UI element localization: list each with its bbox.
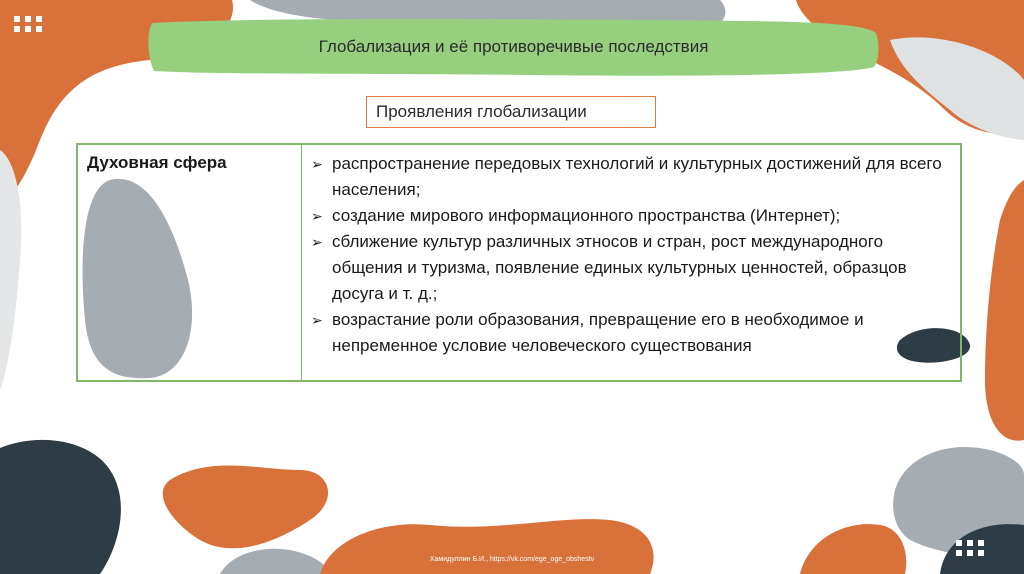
subtitle-box [366,96,656,128]
list-item: ➢ распространение передовых технологий и культурных достижений для всего населения; [308,151,948,203]
orange-blob-bottom [320,519,654,574]
sphere-label: Духовная сфера [87,153,227,172]
arrow-bullet-icon: ➢ [311,312,323,328]
title-banner [146,15,881,79]
bullet-list [308,151,948,359]
orange-blob-right [985,180,1024,441]
subtitle-text: Проявления глобализации [376,102,587,121]
dot-grid-icon [14,16,42,32]
orange-blob-bottom-right [800,524,906,574]
table-cell-sphere [78,145,302,380]
dot-grid-icon [956,540,984,556]
dark-blob-bottom-left [0,440,121,574]
arrow-bullet-icon: ➢ [311,156,323,172]
list-item: ➢ создание мирового информационного пространства (Интернет); [308,203,948,229]
lightgray-blob-left [0,150,21,390]
list-item: ➢ возрастание роли образования, превращение его в необходимое и непременное условие человеческого существования [308,307,948,359]
footer-credit: Хамидуллин Б.И., https://vk.com/ege_oge_obshestv [429,556,595,563]
list-item: ➢ сближение культур различных этносов и стран, рост международного общения и туризма, появление единых культурных ценностей, образцов досуга и т. д.; [308,229,948,307]
table-cell-items [302,145,960,380]
orange-blob-bottom-left [163,466,328,549]
arrow-bullet-icon: ➢ [311,234,323,250]
arrow-bullet-icon: ➢ [311,208,323,224]
slide-title: Глобализация и её противоречивые последствия [318,37,709,56]
manifestations-table [76,143,962,382]
